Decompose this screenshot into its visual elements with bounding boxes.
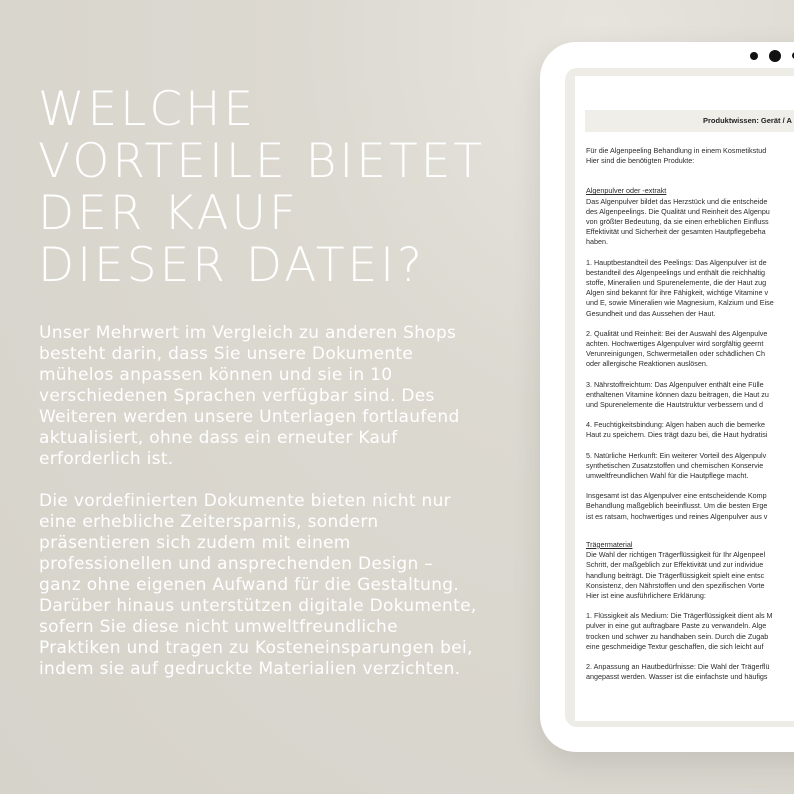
document-item [586, 420, 794, 440]
document-item [586, 451, 794, 482]
paragraph-line: präsentieren sich zudem mit einem [39, 533, 351, 553]
doc-line: Konsistenz, den Nährstoffen und den spezifischen Vorte [586, 580, 765, 590]
paragraph-design [39, 491, 509, 680]
doc-line: Gesundheit und das Aussehen der Haut. [586, 308, 716, 318]
paragraph-line: mühelos anpassen können und sie in 10 [39, 365, 393, 385]
doc-line: synthetischen Zusatzstoffen und chemischen Konservie [586, 460, 764, 470]
paragraph-line: indem sie auf gedruckte Materialien verzichten. [39, 659, 461, 679]
doc-line: Die Wahl der richtigen Trägerflüssigkeit für Ihr Algenpeel [586, 550, 766, 560]
doc-line: 3. Nährstoffreichtum: Das Algenpulver enthält eine Fülle [586, 379, 764, 389]
document-item [586, 258, 794, 319]
doc-line: handlung beiträgt. Die Trägerflüssigkeit spielt eine entsc [586, 570, 765, 580]
doc-line: Haut zu speichern. Dies trägt dazu bei, die Haut hydratisi [586, 430, 768, 440]
tablet-screen [565, 68, 794, 727]
tablet-device [540, 42, 794, 752]
doc-line: 2. Anpassung an Hautbedürfnisse: Die Wahl der Trägerflü [586, 661, 770, 671]
section-title: Algenpulver oder -extrakt [586, 186, 667, 196]
paragraph-benefits [39, 323, 509, 470]
doc-line: oder allergische Reaktionen auslösen. [586, 359, 708, 369]
document-item [586, 611, 794, 652]
doc-line: angepasst werden. Wasser ist die einfachste und häufigs [586, 672, 768, 682]
section-title: Trägermaterial [586, 539, 633, 549]
paragraph-line: ganz ohne eigenen Aufwand für die Gestaltung. [39, 575, 460, 595]
doc-line: des Algenpeelings. Die Qualität und Reinheit des Algenpu [586, 206, 770, 216]
paragraph-line: Unser Mehrwert im Vergleich zu anderen Shops [39, 323, 457, 343]
paragraph-line: erforderlich ist. [39, 449, 174, 469]
camera-dot-icon [750, 52, 758, 60]
doc-line: von größter Bedeutung, da sie einen erheblichen Einfluss [586, 217, 769, 227]
doc-line: 1. Hauptbestandteil des Peelings: Das Algenpulver ist de [586, 257, 767, 267]
main-heading [38, 84, 518, 292]
doc-line: haben. [586, 237, 608, 247]
document-item [586, 329, 794, 370]
doc-line: Das Algenpulver bildet das Herzstück und die entscheide [586, 196, 768, 206]
document-header-title: Produktwissen: Gerät / A [703, 116, 792, 125]
doc-line: Hier sind die benötigten Produkte: [586, 156, 695, 166]
document-item [586, 662, 794, 682]
doc-line: trocken und schwer zu handhaben sein. Durch die Zugab [586, 631, 769, 641]
doc-line: Insgesamt ist das Algenpulver eine entscheidende Komp [586, 491, 767, 501]
doc-line: bestandteil des Algenpeelings und enthält die reichhaltig [586, 267, 766, 277]
doc-line: 2. Qualität und Reinheit: Bei der Auswahl des Algenpulve [586, 328, 768, 338]
document-section-traegermaterial [586, 540, 794, 601]
doc-line: pulver in eine gut auftragbare Paste zu verwandeln. Alge [586, 621, 767, 631]
doc-line: Hier ist eine ausführlichere Erklärung: [586, 590, 706, 600]
heading-line: WELCHE [38, 82, 257, 137]
camera-lens-icon [769, 50, 781, 62]
paragraph-line: verschiedenen Sprachen verfügbar sind. Des [39, 386, 435, 406]
document-body [586, 146, 794, 692]
doc-line: 4. Feuchtigkeitsbindung: Algen haben auch die bemerke [586, 420, 766, 430]
paragraph-line: Darüber hinaus unterstützen digitale Dokumente, [39, 596, 477, 616]
doc-line: Schritt, der maßgeblich zur Effektivität und zur individue [586, 560, 764, 570]
document-page[interactable] [575, 76, 794, 721]
doc-line: enthaltenen Vitamine können dazu beitragen, die Haut zu [586, 389, 769, 399]
document-section-algenpulver [586, 186, 794, 247]
doc-line: 5. Natürliche Herkunft: Ein weiterer Vorteil des Algenpulv [586, 450, 767, 460]
doc-line: achten. Hochwertiges Algenpulver wird sorgfältig geernt [586, 339, 764, 349]
doc-line: Für die Algenpeeling Behandlung in einem Kosmetikstud [586, 146, 767, 155]
paragraph-line: besteht darin, dass Sie unsere Dokumente [39, 344, 414, 364]
paragraph-line: aktualisiert, ohne dass ein erneuter Kauf [39, 428, 398, 448]
doc-line: und Spurenelemente die Hautstruktur verbessern und d [586, 400, 763, 410]
doc-line: umweltfreundlichen Wahl für die Hautpflege macht. [586, 471, 749, 481]
doc-line: Effektivität und Sicherheit der gesamten Hautpflegebeha [586, 227, 766, 237]
paragraph-line: Weiteren werden unsere Unterlagen fortlaufend [39, 407, 460, 427]
document-item [586, 380, 794, 411]
document-summary [586, 491, 794, 522]
paragraph-line: professionellen und ansprechenden Design – [39, 554, 434, 574]
document-intro [586, 146, 794, 166]
paragraph-line: eine erhebliche Zeitersparnis, sondern [39, 512, 379, 532]
heading-line: VORTEILE BIETET [38, 134, 486, 189]
doc-line: Behandlung maßgeblich beeinflusst. Um die besten Erge [586, 501, 768, 511]
doc-line: und E, sowie Mineralien wie Magnesium, Kalzium und Eise [586, 298, 774, 308]
heading-line: DIESER DATEI? [38, 238, 425, 293]
document-header-bar [585, 110, 794, 132]
doc-line: Verunreinigungen, Schwermetallen oder schädlichen Ch [586, 349, 765, 359]
doc-line: Algen sind bekannt für ihre Fähigkeit, wichtige Vitamine v [586, 288, 769, 298]
paragraph-line: Die vordefinierten Dokumente bieten nicht nur [39, 491, 451, 511]
paragraph-line: sofern Sie diese nicht umweltfreundliche [39, 617, 398, 637]
paragraph-line: Praktiken und tragen zu Kosteneinsparungen bei, [39, 638, 473, 658]
doc-line: stoffe, Mineralien und Spurenelemente, die der Haut zug [586, 278, 767, 288]
doc-line: ist es ratsam, hochwertiges und reines Algenpulver aus v [586, 511, 768, 521]
heading-line: DER KAUF [38, 186, 300, 241]
doc-line: 1. Flüssigkeit als Medium: Die Trägerflüssigkeit dient als M [586, 611, 773, 621]
doc-line: eine geschmeidige Textur geschaffen, die sich leicht auf [586, 641, 764, 651]
